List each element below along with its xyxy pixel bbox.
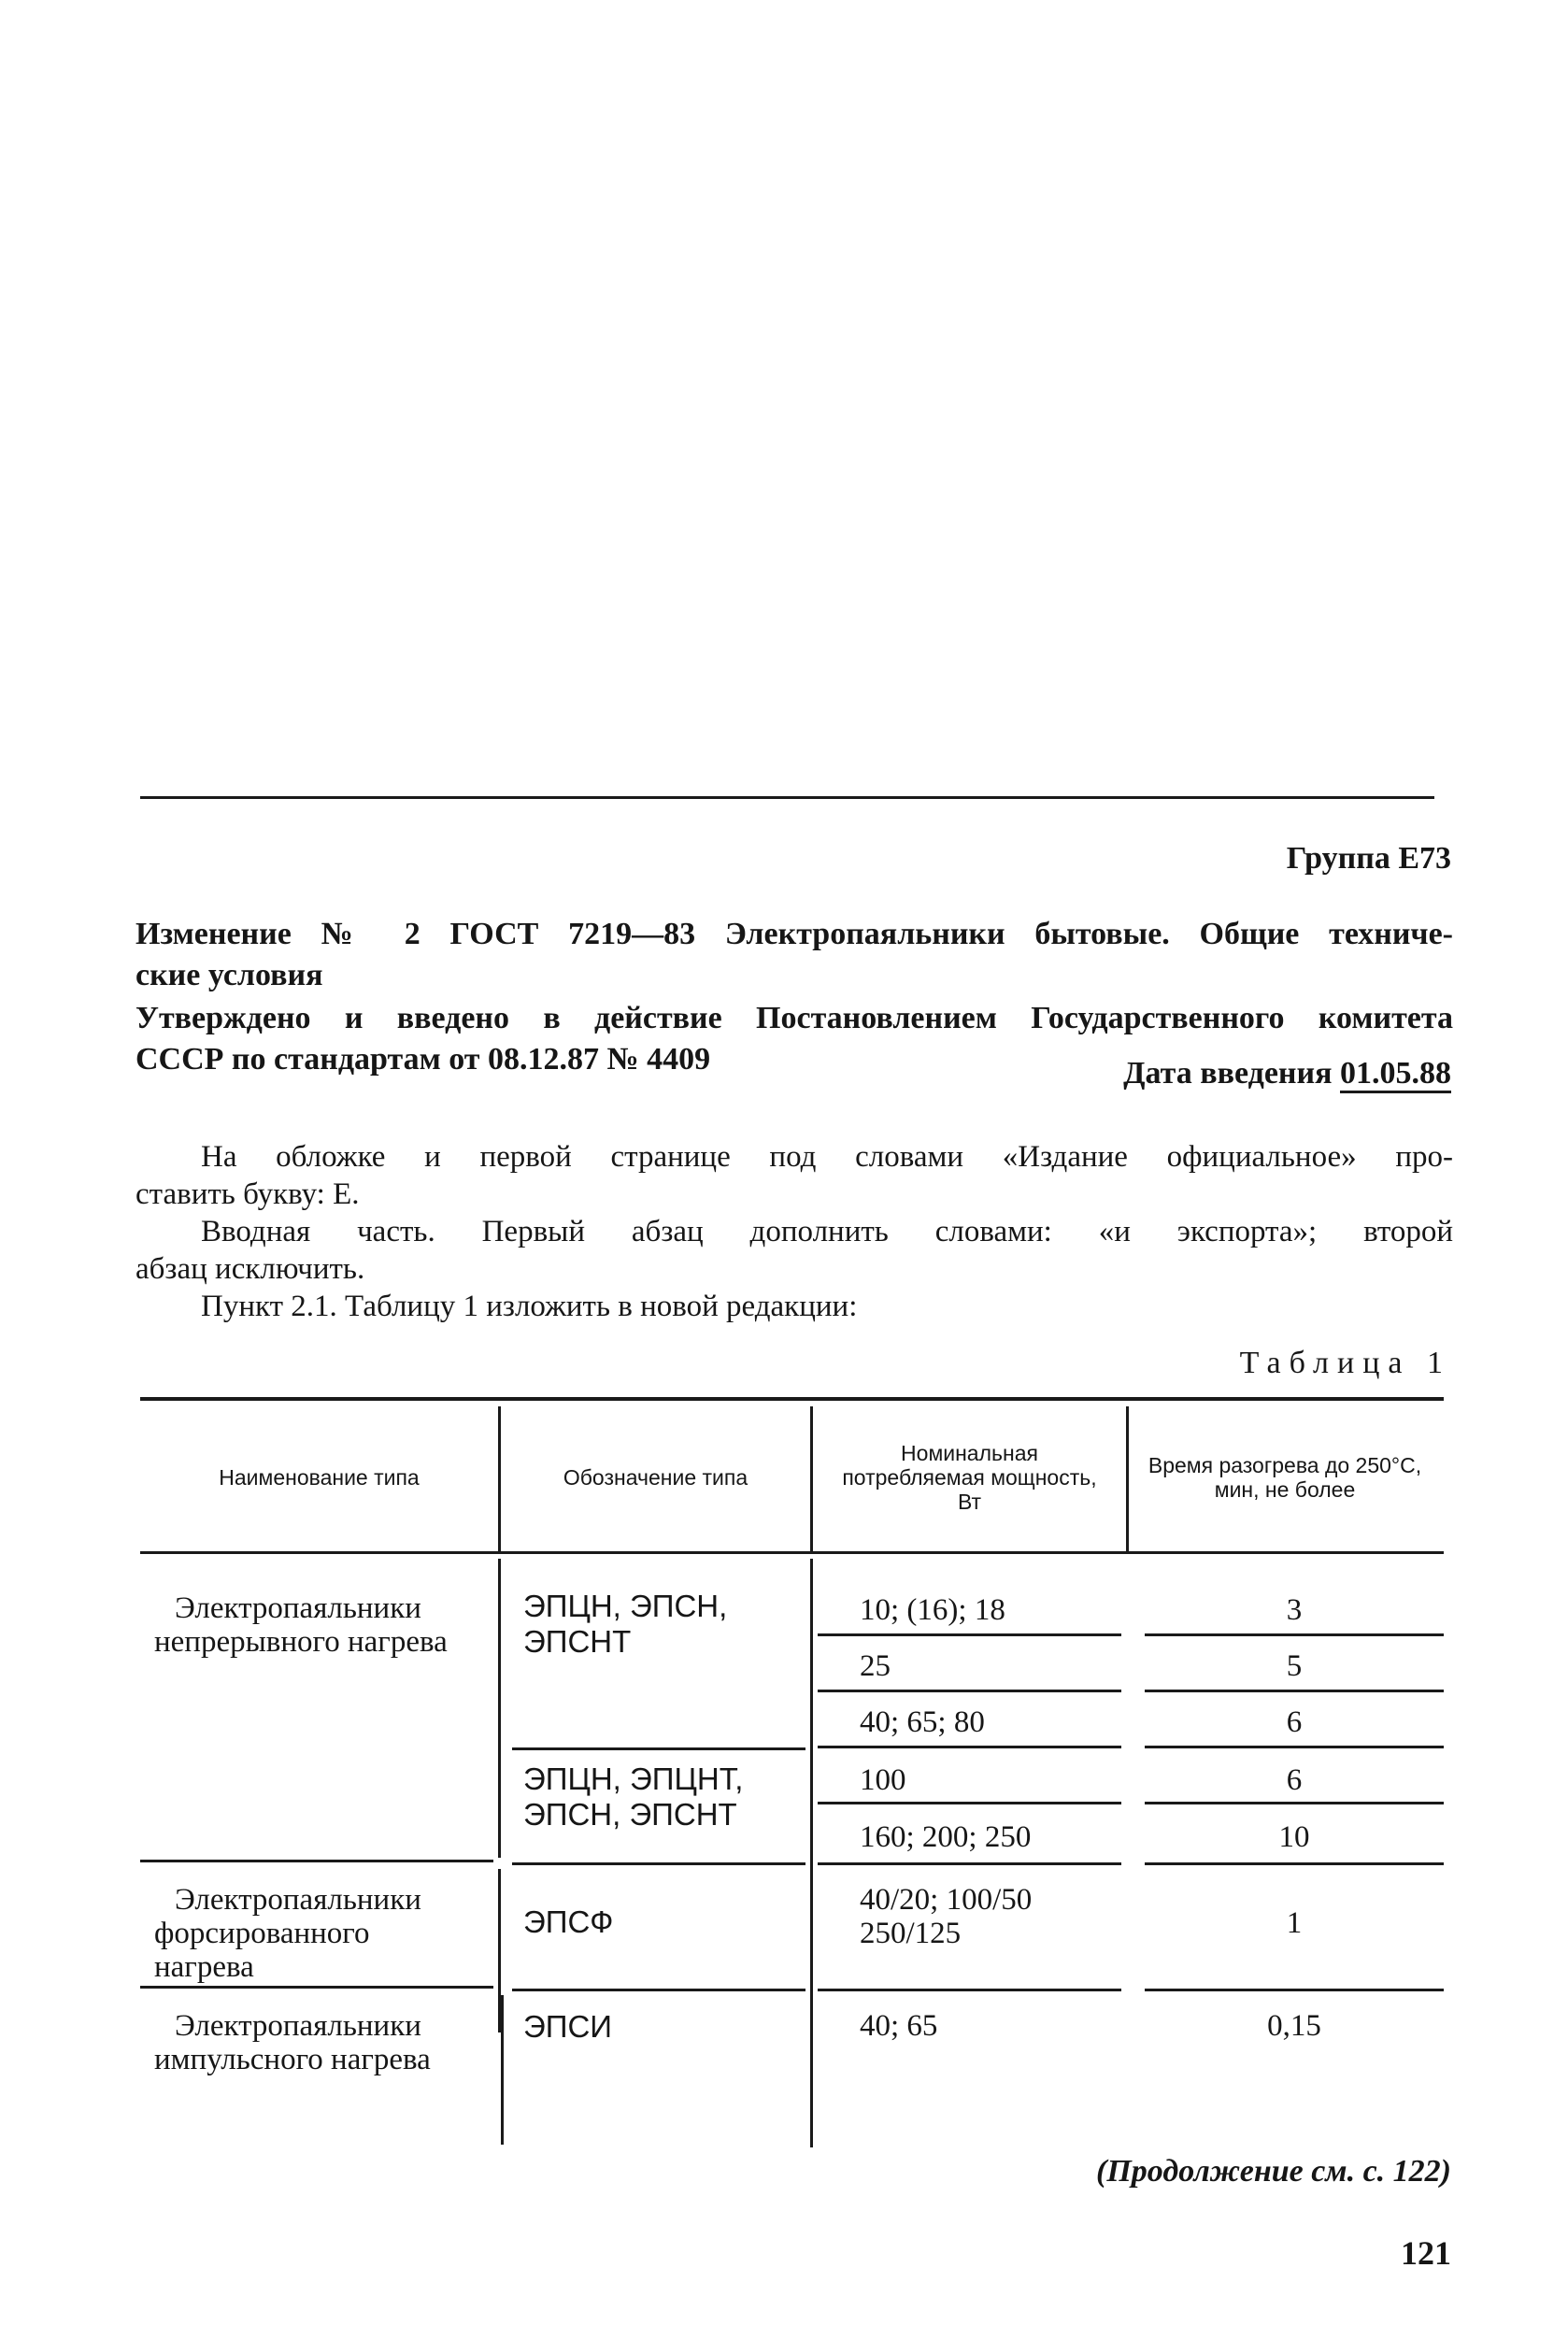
power-value: 25 <box>860 1649 891 1683</box>
time-rule-2 <box>1145 1690 1444 1692</box>
designation-4: ЭПСИ <box>523 2009 612 2044</box>
time-rule-4 <box>1145 1802 1444 1804</box>
time-value: 6 <box>1286 1705 1303 1739</box>
type-name-forced: Электропаяльники форсированного нагрева <box>154 1883 421 1984</box>
power-rule-5 <box>818 1862 1121 1865</box>
time-value: 5 <box>1286 1649 1303 1683</box>
header-type-designation: Обозначение типа <box>563 1465 748 1490</box>
designation-3: ЭПСФ <box>523 1904 614 1939</box>
time-rule-6 <box>1145 1989 1444 1991</box>
time-value: 10 <box>1278 1820 1310 1854</box>
power-rule-6 <box>818 1989 1121 1991</box>
power-rule-1 <box>818 1633 1121 1636</box>
table-header-rule <box>140 1551 1444 1554</box>
title-line-2: ские условия <box>135 958 323 992</box>
continuation-note: (Продолжение см. с. 122) <box>1096 2154 1451 2189</box>
time-value: 6 <box>1286 1763 1303 1797</box>
power-value: 40; 65; 80 <box>860 1705 985 1739</box>
designation-rule-3 <box>512 1989 805 1991</box>
power-value: 160; 200; 250 <box>860 1820 1032 1854</box>
designation-rule-2 <box>512 1862 805 1865</box>
group-label: Группа Е73 <box>1286 841 1451 876</box>
paragraph-2-line-1: Вводная часть. Первый абзац дополнить словами: «и экспорта»; второй <box>201 1215 1453 1248</box>
header-type-name: Наименование типа <box>219 1465 420 1490</box>
paragraph-1-line-1: На обложке и первой странице под словами «Издание официальное» про- <box>201 1140 1453 1174</box>
approval-line-1: Утверждено и введено в действие Постановлением Государственного комитета <box>135 1001 1453 1035</box>
power-rule-4 <box>818 1802 1121 1804</box>
time-value: 1 <box>1286 1906 1303 1940</box>
time-value: 0,15 <box>1267 2009 1321 2043</box>
time-rule-1 <box>1145 1633 1444 1636</box>
name-rule-1 <box>140 1860 493 1862</box>
paragraph-3-line-1: Пункт 2.1. Таблицу 1 изложить в новой редакции: <box>201 1290 858 1323</box>
header-divider-3 <box>1126 1406 1129 1551</box>
time-value: 3 <box>1286 1593 1303 1627</box>
type-name-pulse: Электропаяльники импульсного нагрева <box>154 2009 431 2076</box>
page-number: 121 <box>1401 2234 1451 2272</box>
effective-date-value: 01.05.88 <box>1340 1056 1451 1093</box>
power-value: 10; (16); 18 <box>860 1593 1005 1627</box>
header-power: Номинальная потребляемая мощность, Вт <box>842 1441 1097 1514</box>
approval-line-2: СССР по стандартам от 08.12.87 № 4409 <box>135 1042 711 1077</box>
power-value: 100 <box>860 1763 906 1797</box>
effective-date-label: Дата введения <box>1123 1056 1333 1091</box>
power-value: 40/20; 100/50 250/125 <box>860 1883 1033 1950</box>
power-value: 40; 65 <box>860 2009 938 2043</box>
paragraph-1-line-2: ставить букву: Е. <box>135 1177 360 1211</box>
body-divider-1a <box>498 1559 501 1858</box>
time-rule-3 <box>1145 1746 1444 1748</box>
designation-rule-1 <box>512 1747 805 1750</box>
table-title: Таблица 1 <box>1239 1346 1451 1380</box>
header-heat-time: Время разогрева до 250°С, мин, не более <box>1147 1453 1422 1502</box>
power-rule-3 <box>818 1746 1121 1748</box>
type-name-continuous: Электропаяльники непрерывного нагрева <box>154 1591 448 1659</box>
paragraph-2-line-2: абзац исключить. <box>135 1252 365 1286</box>
header-divider-2 <box>810 1406 813 1551</box>
table-top-rule <box>140 1397 1444 1401</box>
power-rule-2 <box>818 1690 1121 1692</box>
body-divider-1c <box>501 1995 504 2145</box>
body-divider-2 <box>810 1559 813 2147</box>
designation-2: ЭПЦН, ЭПЦНТ, ЭПСН, ЭПСНТ <box>523 1761 744 1832</box>
time-rule-5 <box>1145 1862 1444 1865</box>
name-rule-2 <box>140 1986 493 1989</box>
title-line-1: Изменение № 2 ГОСТ 7219—83 Электропаяльники бытовые. Общие техниче- <box>135 917 1453 951</box>
designation-1: ЭПЦН, ЭПСН, ЭПСНТ <box>523 1589 728 1659</box>
